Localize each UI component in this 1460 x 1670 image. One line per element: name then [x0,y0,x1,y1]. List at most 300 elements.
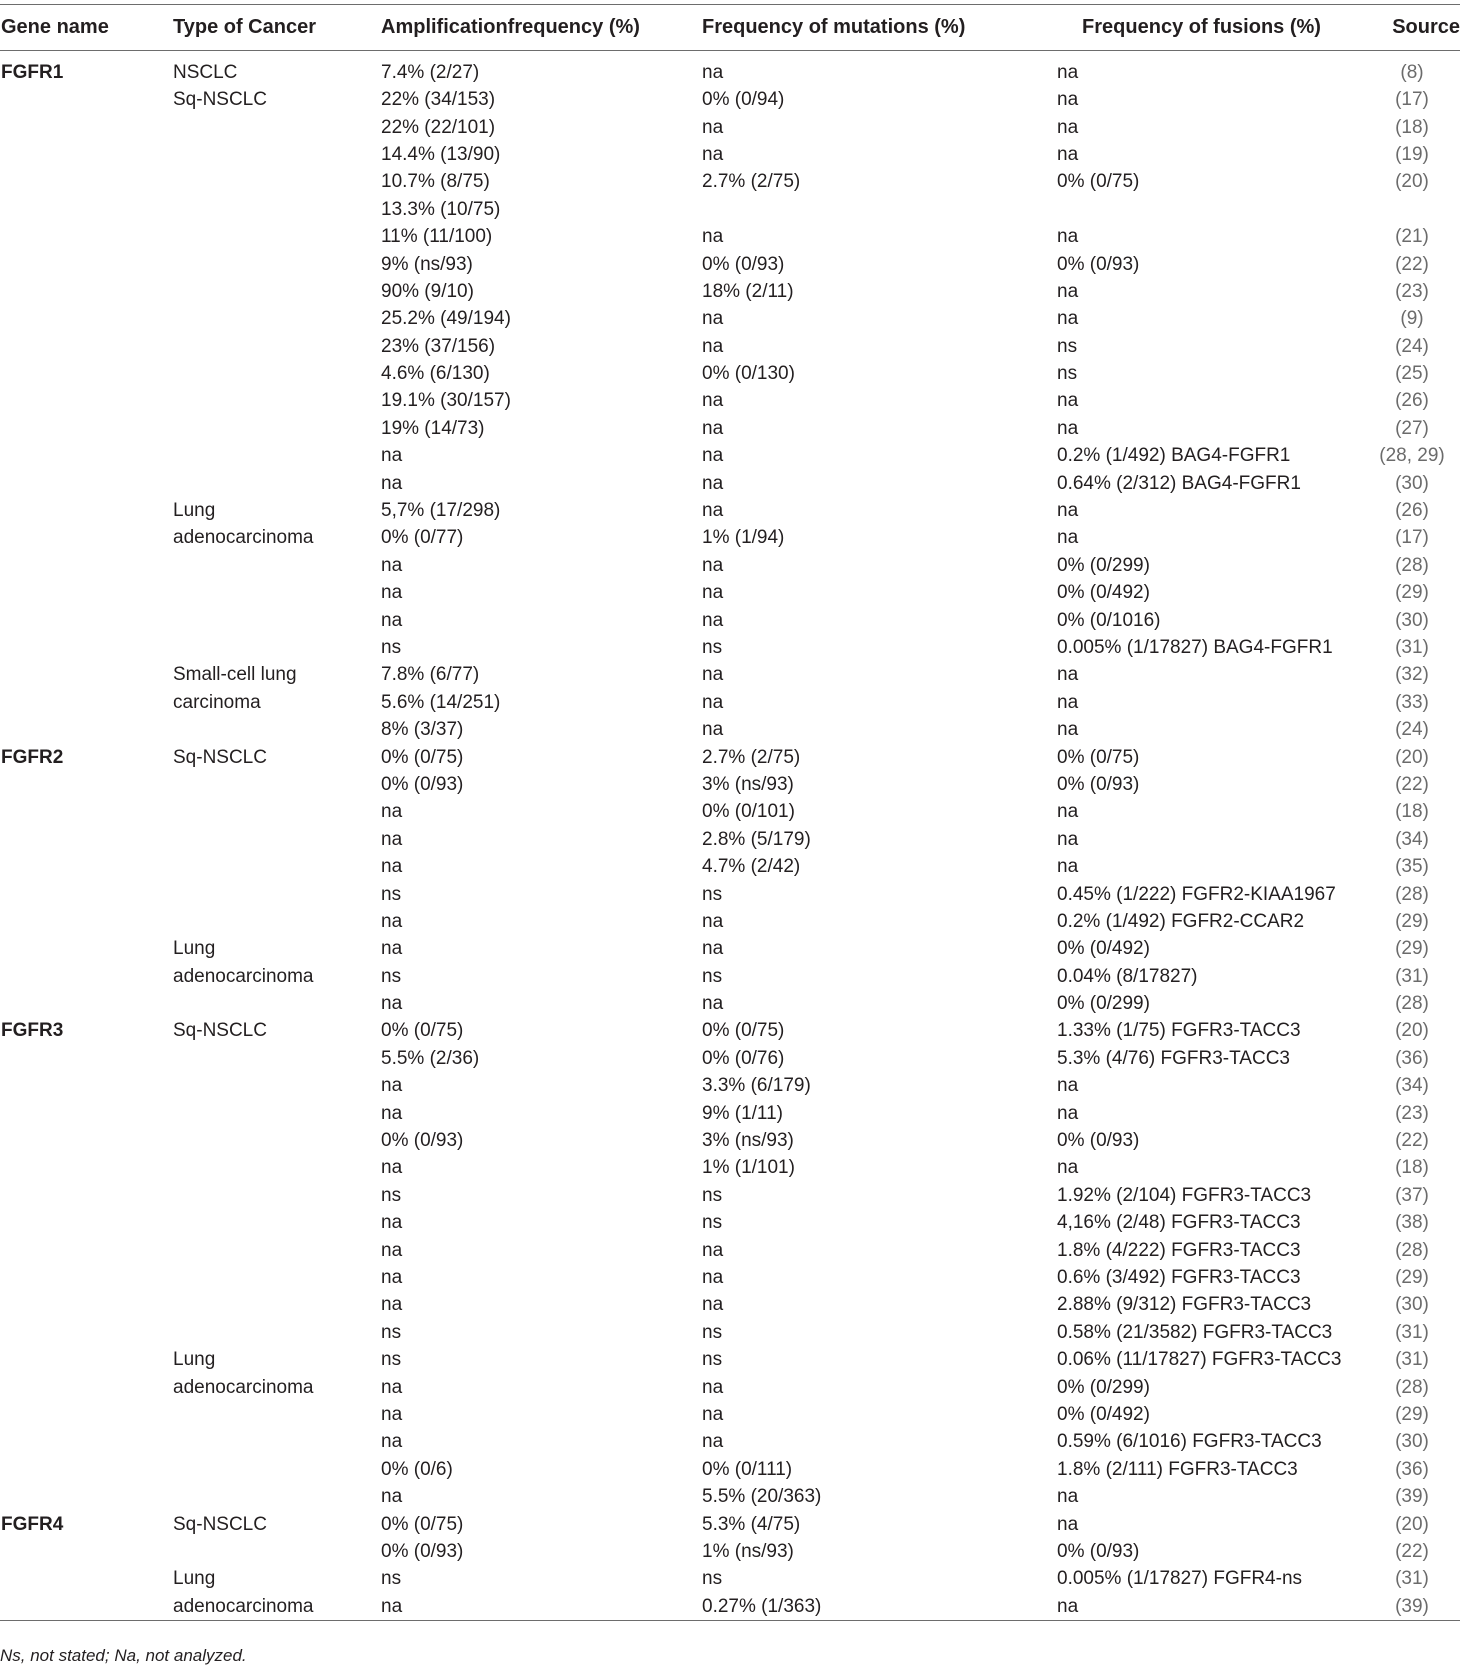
gene-name-cell [0,415,172,442]
cancer-type-cell [172,771,380,798]
source-cell: (28, 29) [1379,445,1445,467]
cancer-type-cell [172,552,380,579]
gene-name-cell [0,606,172,633]
mutation-cell: 0% (0/76) [702,1047,785,1069]
source-cell: (9) [1400,308,1424,330]
source-cell: (31) [1395,1321,1429,1343]
source-cell: (29) [1395,938,1429,960]
mutation-cell: na [702,1376,724,1398]
amplification-cell: na [381,609,403,631]
fusion-cell: 0.58% (21/3582) FGFR3-TACC3 [1057,1321,1333,1343]
amplification-cell: 4.6% (6/130) [381,363,490,385]
fusion-cell: na [1057,527,1079,549]
cancer-type-cell [172,469,380,496]
amplification-cell: 0% (0/75) [381,1020,464,1042]
table-row [0,1483,1460,1510]
source-cell: (35) [1395,856,1429,878]
cancer-type-cell [172,1127,380,1154]
table-row [0,1401,1460,1428]
table-row [0,1264,1460,1291]
source-cell: (33) [1395,691,1429,713]
cancer-type-cell [172,1209,380,1236]
table-row [0,606,1460,633]
source-cell: (8) [1400,62,1424,83]
cancer-type-cell [172,634,380,661]
source-cell: (19) [1395,143,1429,165]
fusion-cell: na [1057,500,1079,522]
gene-name-cell [0,86,172,113]
mutation-cell: 1% (1/101) [702,1157,795,1179]
source-cell: (32) [1395,664,1429,686]
gene-name-cell [0,1154,172,1181]
cancer-type-cell [172,606,380,633]
amplification-cell: 25.2% (49/194) [381,308,511,330]
table-body [0,51,1460,1621]
table-row [0,196,1460,223]
fusion-cell: na [1056,1592,1346,1620]
gene-name-cell [0,1236,172,1263]
table-row [0,141,1460,168]
fusion-cell: 0.45% (1/222) FGFR2-KIAA1967 [1057,883,1336,905]
mutation-cell: na [702,1403,724,1425]
fusion-cell: 0.59% (6/1016) FGFR3-TACC3 [1057,1431,1322,1453]
mutation-cell: na [702,582,724,604]
gene-name-cell [0,1291,172,1318]
table-row [0,1291,1460,1318]
fusion-cell: na [1057,1513,1079,1535]
cancer-type-cell: Lung [173,1568,216,1590]
fusion-cell: na [1057,691,1079,713]
amplification-cell: na [381,938,403,960]
header-gene-name: Gene name [0,5,172,51]
gene-name-cell: FGFR4 [1,1513,64,1535]
gene-name-cell [0,634,172,661]
source-cell: (34) [1395,1075,1429,1097]
fusion-cell: na [1057,1102,1079,1124]
header-type-of-cancer: Type of Cancer [172,5,380,51]
mutation-cell: na [702,445,724,467]
source-cell: (30) [1395,1294,1429,1316]
table-row [0,333,1460,360]
fusion-cell: na [1057,390,1079,412]
mutation-cell: 0% (0/75) [702,1020,785,1042]
gene-name-cell [0,305,172,332]
mutation-cell: ns [702,1349,723,1371]
source-cell: (39) [1346,1592,1460,1620]
table-row [0,360,1460,387]
cancer-type-cell [172,415,380,442]
table-row [0,1017,1460,1044]
amplification-cell: 5.5% (2/36) [381,1047,480,1069]
gene-name-cell [0,333,172,360]
source-cell: (28) [1395,1376,1429,1398]
cancer-type-cell: Sq-NSCLC [173,1513,267,1535]
fusion-cell: na [1057,62,1079,83]
source-cell: (23) [1395,1102,1429,1124]
gene-name-cell [0,1264,172,1291]
table-row [0,661,1460,688]
mutation-cell: na [702,554,724,576]
table-row [0,798,1460,825]
cancer-type-cell: carcinoma [173,691,261,713]
amplification-cell: na [381,1266,403,1288]
table-row [0,1182,1460,1209]
cancer-type-cell [172,278,380,305]
mutation-cell: na [702,1239,724,1261]
amplification-cell: 19.1% (30/157) [381,390,511,412]
amplification-cell: ns [381,1184,402,1206]
cancer-type-cell [172,1319,380,1346]
gene-name-cell [0,1045,172,1072]
amplification-cell: ns [381,1321,402,1343]
fusion-cell: 1.33% (1/75) FGFR3-TACC3 [1057,1020,1301,1042]
table-row [0,743,1460,770]
amplification-cell: na [381,1157,403,1179]
mutation-cell: na [702,417,724,439]
cancer-type-cell [172,196,380,223]
gene-name-cell [0,1483,172,1510]
cancer-type-cell [172,141,380,168]
gene-name-cell [0,223,172,250]
fusion-cell: na [1057,143,1079,165]
mutation-cell: na [702,691,724,713]
gene-name-cell [0,1319,172,1346]
mutation-cell: na [702,62,724,83]
fusion-cell: 5.3% (4/76) FGFR3-TACC3 [1057,1047,1290,1069]
mutation-cell: ns [702,965,723,987]
source-cell: (36) [1395,1458,1429,1480]
gene-name-cell [0,826,172,853]
cancer-type-cell [172,1291,380,1318]
table-row [0,1045,1460,1072]
amplification-cell: na [381,1403,403,1425]
amplification-cell: na [381,582,403,604]
table-row [0,826,1460,853]
amplification-cell: na [381,801,403,823]
source-cell: (30) [1395,472,1429,494]
source-cell: (22) [1395,253,1429,275]
amplification-cell: 0% (0/93) [381,1130,464,1152]
mutation-cell: 18% (2/11) [702,280,794,302]
cancer-type-cell [172,990,380,1017]
gene-name-cell [0,1538,172,1565]
table-row [0,113,1460,140]
fusion-cell: 0% (0/492) [1057,582,1150,604]
fusion-cell: 1.8% (4/222) FGFR3-TACC3 [1057,1239,1301,1261]
gene-name-cell [0,1072,172,1099]
fusion-cell: 0.005% (1/17827) FGFR4-ns [1057,1568,1303,1590]
amplification-cell: na [381,1239,403,1261]
cancer-type-cell: Small-cell lung [173,664,297,686]
amplification-cell: 5,7% (17/298) [381,500,501,522]
amplification-cell: na [381,910,403,932]
mutation-cell: 2.7% (2/75) [702,746,801,768]
amplification-cell: 0% (0/75) [381,1513,464,1535]
mutation-cell: na [702,308,724,330]
gene-name-cell [0,1401,172,1428]
fusion-cell: na [1057,417,1079,439]
amplification-cell: 7.8% (6/77) [381,664,480,686]
amplification-cell: na [381,1431,403,1453]
fusion-cell: na [1057,801,1079,823]
gene-name-cell [0,716,172,743]
amplification-cell: na [380,1592,701,1620]
table-row [0,1319,1460,1346]
fusion-cell: 0% (0/93) [1057,253,1140,275]
fusion-cell: 0.2% (1/492) FGFR2-CCAR2 [1057,910,1305,932]
cancer-type-cell [172,1154,380,1181]
source-cell: (17) [1395,527,1429,549]
gene-name-cell [0,1456,172,1483]
mutation-cell: 2.7% (2/75) [702,171,801,193]
amplification-cell: na [381,1376,403,1398]
amplification-cell: ns [381,1349,402,1371]
mutation-cell: 0% (0/93) [702,253,785,275]
mutation-cell: na [702,1294,724,1316]
table-row [0,469,1460,496]
header-source: Source [1346,5,1460,51]
gene-name-cell [0,1346,172,1373]
source-cell: (36) [1395,1047,1429,1069]
table-row [0,1592,1460,1620]
source-cell: (39) [1395,1486,1429,1508]
table-row [0,168,1460,195]
amplification-cell: na [381,828,403,850]
mutation-cell: 0% (0/94) [702,89,785,111]
cancer-type-cell: Lung [173,1349,216,1371]
cancer-type-cell [172,1072,380,1099]
table-row [0,1099,1460,1126]
amplification-cell: 0% (0/6) [381,1458,453,1480]
table-row [0,1456,1460,1483]
amplification-cell: 5.6% (14/251) [381,691,501,713]
fusion-cell: na [1057,828,1079,850]
header-row [0,5,1460,51]
source-cell: (23) [1395,280,1429,302]
fusion-cell: na [1057,280,1079,302]
source-cell: (24) [1395,719,1429,741]
source-cell: (18) [1395,116,1429,138]
mutation-cell: na [702,910,724,932]
fusion-cell: na [1057,856,1079,878]
fusion-cell: 0.005% (1/17827) BAG4-FGFR1 [1057,637,1333,658]
source-cell: (22) [1395,1540,1429,1562]
amplification-cell: na [381,1486,403,1508]
source-cell: (22) [1395,773,1429,795]
cancer-type-cell: adenocarcinoma [173,1376,314,1398]
table-row [0,880,1460,907]
amplification-cell: 7.4% (2/27) [381,62,480,83]
source-cell: (29) [1395,1403,1429,1425]
amplification-cell: 0% (0/93) [381,1540,464,1562]
mutation-cell: na [702,664,724,686]
cancer-type-cell [172,360,380,387]
fusion-cell: 0% (0/93) [1057,1540,1140,1562]
fusion-cell: ns [1057,335,1078,357]
amplification-cell: na [381,1102,403,1124]
mutation-cell: 5.5% (20/363) [702,1486,822,1508]
cancer-type-cell [172,305,380,332]
fusion-cell: 4,16% (2/48) FGFR3-TACC3 [1057,1212,1301,1234]
mutation-cell: na [702,500,724,522]
fusion-cell: 1.8% (2/111) FGFR3-TACC3 [1057,1458,1298,1480]
mutation-cell: 3% (ns/93) [702,1130,794,1152]
mutation-cell: ns [702,637,723,658]
fusion-cell: 0% (0/299) [1057,1376,1150,1398]
table-row [0,1373,1460,1400]
amplification-cell: 9% (ns/93) [381,253,473,275]
cancer-type-cell: Sq-NSCLC [173,1020,267,1042]
source-cell: (28) [1395,883,1429,905]
amplification-cell: na [381,856,403,878]
cancer-type-cell [172,1483,380,1510]
mutation-cell: 3% (ns/93) [702,773,794,795]
source-cell: (30) [1395,1431,1429,1453]
cancer-type-cell [172,387,380,414]
mutation-cell: na [702,993,724,1015]
table-row [0,990,1460,1017]
source-cell: (25) [1395,363,1429,385]
mutation-cell: na [702,116,724,138]
gene-name-cell [0,1127,172,1154]
source-cell: (18) [1395,1157,1429,1179]
mutation-cell: na [702,1431,724,1453]
cancer-type-cell [172,1099,380,1126]
gene-name-cell [0,469,172,496]
source-cell: (28) [1395,993,1429,1015]
gene-name-cell: FGFR3 [1,1020,64,1042]
cancer-type-cell [172,1264,380,1291]
mutation-cell: 5.3% (4/75) [702,1513,801,1535]
gene-name-cell [0,990,172,1017]
amplification-cell: 23% (37/156) [381,335,496,357]
gene-name-cell [0,250,172,277]
table-footnote: Ns, not stated; Na, not analyzed. [0,1646,247,1665]
cancer-type-cell: NSCLC [173,62,238,83]
fusion-cell: na [1057,719,1079,741]
table-row [0,415,1460,442]
mutation-cell: na [702,1266,724,1288]
mutation-cell: na [702,472,724,494]
fusion-cell: 1.92% (2/104) FGFR3-TACC3 [1057,1184,1312,1206]
gene-name-cell [0,1182,172,1209]
gene-name-cell [0,1565,172,1592]
gene-name-cell [0,661,172,688]
source-cell: (17) [1395,89,1429,111]
table-row [0,51,1460,87]
amplification-cell: na [381,554,403,576]
amplification-cell: na [381,993,403,1015]
table-row [0,497,1460,524]
gene-name-cell: FGFR2 [1,746,64,768]
mutation-cell: 4.7% (2/42) [702,856,801,878]
cancer-type-cell [172,168,380,195]
table-row [0,1072,1460,1099]
fusion-cell [1056,196,1346,223]
mutation-cell: 2.8% (5/179) [702,828,811,850]
table-row [0,1538,1460,1565]
table-row [0,552,1460,579]
table-row [0,1236,1460,1263]
source-cell: (38) [1395,1212,1429,1234]
cancer-type-cell [172,1182,380,1209]
amplification-cell: 10.7% (8/75) [381,171,490,193]
cancer-type-cell [172,442,380,469]
fusion-cell: na [1057,1157,1079,1179]
cancer-type-cell [172,113,380,140]
gene-name-cell [0,880,172,907]
table-row [0,1565,1460,1592]
mutation-cell: 0% (0/111) [702,1458,793,1480]
cancer-type-cell: Lung [173,500,216,522]
fusion-cell: 0% (0/1016) [1057,609,1161,631]
gene-name-cell [0,1592,172,1620]
gene-name-cell [0,963,172,990]
fusion-cell: 2.88% (9/312) FGFR3-TACC3 [1057,1294,1312,1316]
fusion-cell: na [1057,116,1079,138]
mutation-cell: na [702,609,724,631]
cancer-type-cell [172,333,380,360]
table-row [0,963,1460,990]
mutation-cell: 0.27% (1/363) [701,1592,1056,1620]
source-cell: (22) [1395,1130,1429,1152]
table-row [0,305,1460,332]
source-cell: (29) [1395,1266,1429,1288]
fusion-cell: 0% (0/93) [1057,773,1140,795]
fusion-cell: na [1057,1486,1079,1508]
mutation-cell: na [702,938,724,960]
amplification-cell: na [381,1294,403,1316]
fusion-cell: 0% (0/93) [1057,1130,1140,1152]
table-row [0,771,1460,798]
mutation-cell: 9% (1/11) [702,1102,783,1124]
cancer-type-cell [172,1045,380,1072]
source-cell: (26) [1395,390,1429,412]
table-row [0,387,1460,414]
mutation-cell: ns [702,1321,723,1343]
fusion-cell: na [1057,308,1079,330]
header-fusion-frequency: Frequency of fusions (%) [1056,5,1346,51]
gene-name-cell [0,196,172,223]
fusion-cell: 0% (0/299) [1057,993,1150,1015]
cancer-type-cell [172,716,380,743]
gene-name-cell [0,278,172,305]
gene-name-cell [0,141,172,168]
table-row [0,223,1460,250]
source-cell: (31) [1395,1349,1429,1371]
table-row [0,250,1460,277]
amplification-cell: 14.4% (13/90) [381,143,501,165]
fusion-cell: 0% (0/492) [1057,1403,1150,1425]
amplification-cell: 11% (11/100) [381,226,493,248]
gene-name-cell [0,1373,172,1400]
mutation-cell [701,196,1056,223]
amplification-cell: ns [381,883,402,905]
table-row [0,1154,1460,1181]
gene-name-cell [0,853,172,880]
gene-name-cell [0,524,172,551]
fusion-cell: 0.2% (1/492) BAG4-FGFR1 [1057,445,1291,467]
gene-name-cell [0,1428,172,1455]
table-row [0,1346,1460,1373]
cancer-type-cell [172,1401,380,1428]
source-cell: (20) [1395,171,1429,193]
fgfr-alterations-table [0,4,1460,1621]
table-row [0,1209,1460,1236]
fusion-cell: na [1057,89,1079,111]
amplification-cell: na [381,1212,403,1234]
mutation-cell: na [702,226,724,248]
